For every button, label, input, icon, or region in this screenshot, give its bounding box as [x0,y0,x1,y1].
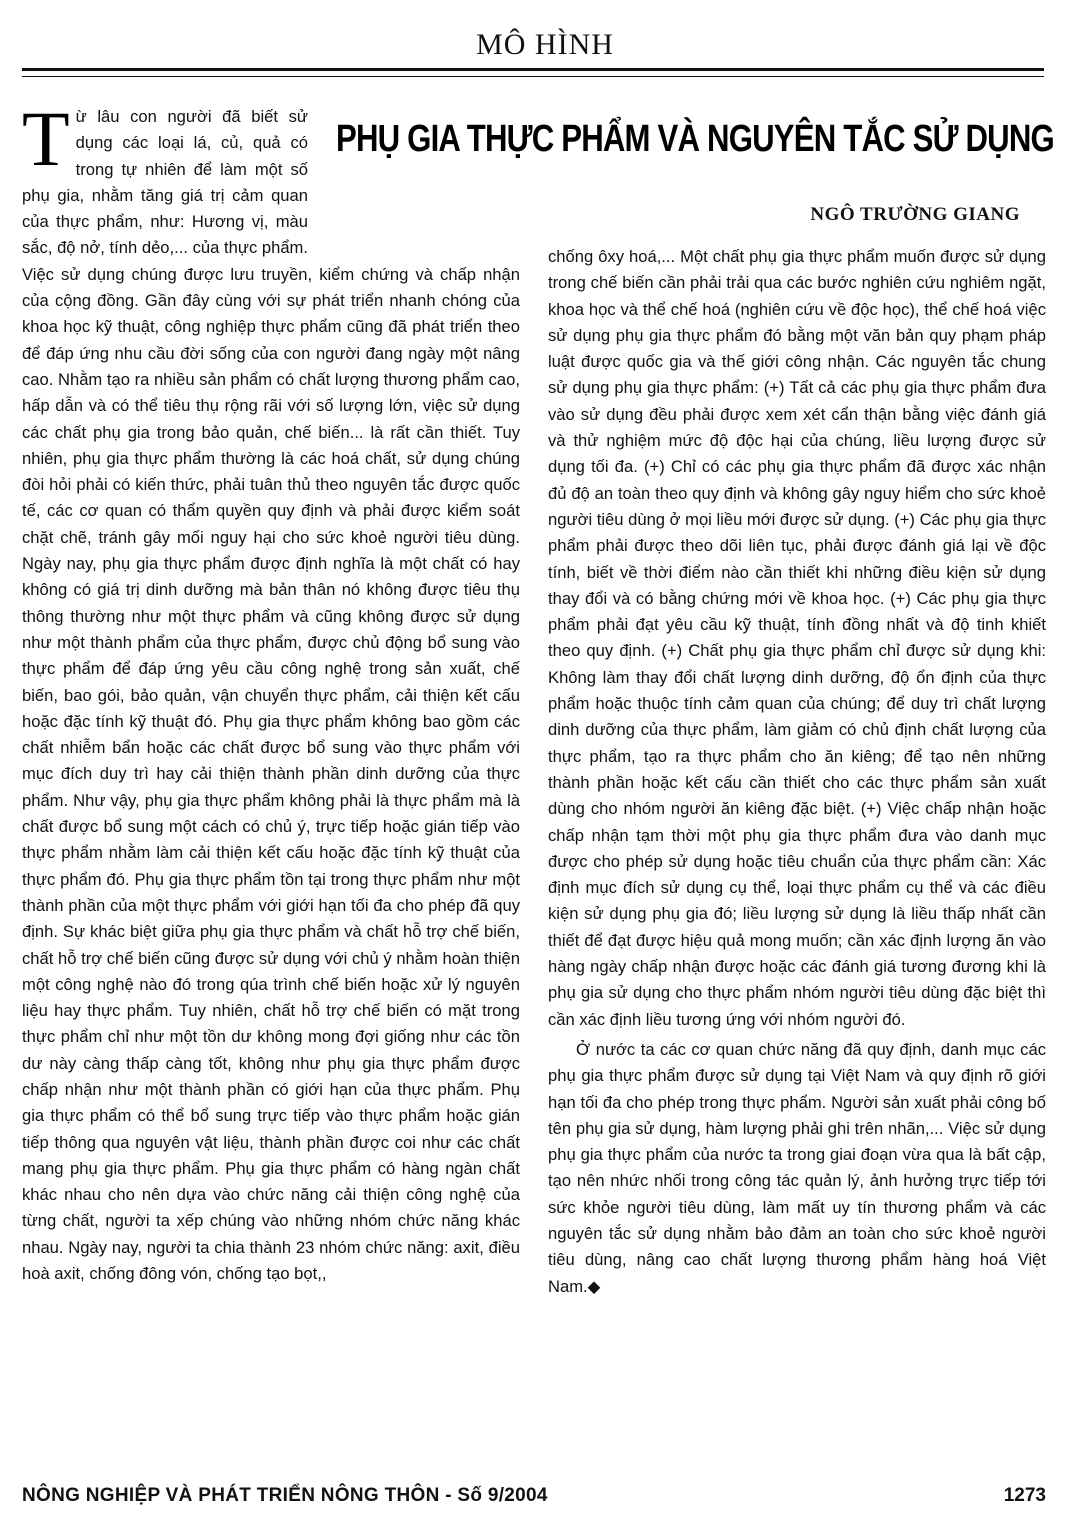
article-title: PHỤ GIA THỰC PHẨM VÀ NGUYÊN TẮC SỬ DỤNG [336,118,1054,160]
left-column-text: ừ lâu con người đã biết sử dụng các loại lá, củ, quả có trong tự nhiên để làm một số phụ gia, nhằm tăng giá trị cảm quan của thực phẩm, như: Hương vị, màu sắc, độ nở, tính dẻo,... của thực phẩm. Việc sử dụng chúng được lưu truyền, kiểm chứng và chấp nhận của cộng đồng. Gần đây cùng với sự phát triển nhanh chóng của khoa học kỹ thuật, công nghiệp thực phẩm cũng đã phát triển theo để đáp ứng nhu cầu đời sống của con người đang ngày một nâng cao. Nhằm tạo ra nhiều sản phẩm có chất lượng thương phẩm cao, hấp dẫn và có thể tiêu thụ rộng rãi với số lượng lớn, việc sử dụng các chất phụ gia trong bảo quản, chế biến... là rất cần thiết. Tuy nhiên, phụ gia thực phẩm thường là các hoá chất, sử dụng chúng đòi hỏi phải có kiến thức, phải tuân thủ theo nguyên tắc được quốc tế, các cơ quan có thẩm quyền quy định và phải được kiểm soát chặt chẽ, tránh gây mối nguy hại cho sức khoẻ người tiêu dùng. Ngày nay, phụ gia thực phẩm được định nghĩa là một chất có hay không có giá trị dinh dưỡng mà bản thân nó không được tiêu thụ thông thường như một thực phẩm và cũng không được sử dụng như một thành phẩm của thực phẩm, được chủ động bổ sung vào thực phẩm để đáp ứng yêu cầu công nghệ trong sản xuất, chế biến, bao gói, bảo quản, vận chuyển thực phẩm, cải thiện kết cấu hoặc đặc tính kỹ thuật đó. Phụ gia thực phẩm không bao gồm các chất nhiễm bẩn hoặc các chất được bổ sung vào thực phẩm với mục đích duy trì hay cải thiện thành phần dinh dưỡng của thực phẩm. Như vậy, phụ gia thực phẩm không phải là thực phẩm mà là chất được bổ sung một cách có chủ ý, trực tiếp hoặc gián tiếp vào thực phẩm nhằm làm cải thiện kết cấu hoặc đặc tính kỹ thuật của thực phẩm đó. Phụ gia thực phẩm tồn tại trong thực phẩm như một thành phần của một thực phẩm với giới hạn tối đa cho phép đã quy định. Sự khác biệt giữa phụ gia thực phẩm và chất hỗ trợ chế biến, chất hỗ trợ chế biến cũng được sử dụng với chủ ý nhằm hoàn thiện một công nghệ nào đó trong qúa trình chế biến hoặc xử lý nguyên liệu hay thực phẩm. Tuy nhiên, chất hỗ trợ chế biến có mặt trong thực phẩm chỉ như một tồn dư không mong đợi giống như các tồn dư này càng thấp càng tốt, không như phụ gia thực phẩm được chấp nhận như một thành phần có giới hạn của thực phẩm. Phụ gia thực phẩm có thể bổ sung trực tiếp vào thực phẩm hoặc gián tiếp thông qua nguyên vật liệu, thành phần được coi như các chất mang phụ gia thực phẩm. Phụ gia thực phẩm có hàng ngàn chất khác nhau cho nên dựa vào chức năng cải thiện công nghệ của từng chất, người ta xếp chúng vào những nhóm chức năng khác nhau. Ngày nay, người ta chia thành 23 nhóm chức năng: axit, điều hoà axit, chống đông vón, chống tạo bọt,, [22,107,520,1284]
header-rule-thick [22,68,1044,71]
right-column-text-2: Ở nước ta các cơ quan chức năng đã quy định, danh mục các phụ gia thực phẩm được sử dụng tại Việt Nam và quy định rõ giới hạn tối đa cho phép trong thực phẩm. Người sản xuất phải công bố tên phụ gia sử dụng, hàm lượng phải ghi trên nhãn,... Việc sử dụng phụ gia thực phẩm của nước ta trong giai đoạn vừa qua là bất cập, tạo nên nhức nhối trong công tác quản lý, ảnh hưởng trực tiếp tới sức khỏe người tiêu dùng, làm mất uy tín thương phẩm và các nguyên tắc sử dụng nhằm bảo đảm an toàn cho sức khoẻ người tiêu dùng, nâng cao chất lượng thương phẩm hàng hoá Việt Nam.◆ [548,1039,1046,1296]
left-column [22,95,520,1287]
journal-name: NÔNG NGHIỆP VÀ PHÁT TRIỂN NÔNG THÔN - Số 9/2004 [22,1485,548,1506]
title-spacer [308,104,520,252]
right-column [548,244,1046,1300]
header-rule-thin [22,76,1044,77]
article-author: NGÔ TRƯỜNG GIANG [810,204,1020,225]
right-column-text-1: chống ôxy hoá,... Một chất phụ gia thực phẩm muốn được sử dụng trong chế biến cần phải trải qua các bước nghiên cứu nghiêm ngặt, khoa học và thể chế hoá (nghiên cứu về độc học), thể chế hoá việc sử dụng phụ gia thực phẩm đó bằng một văn bản quy phạm pháp luật được quốc gia và thế giới công nhận. Các nguyên tắc chung sử dụng phụ gia thực phẩm: (+) Tất cả các phụ gia thực phẩm đưa vào sử dụng đều phải được xem xét cẩn thận bằng việc đánh giá và thử nghiệm mức độ độc hại của chúng, liều lượng được sử dụng tối đa. (+) Chỉ có các phụ gia thực phẩm đã được xác nhận đủ độ an toàn theo quy định và không gây nguy hiểm cho sức khoẻ người tiêu dùng ở mọi liều mới được sử dụng. (+) Các phụ gia thực phẩm phải được theo dõi liên tục, phải được đánh giá lại về độc tính, biết về thời điểm nào cần thiết khi những điều kiện sử dụng thay đổi và có bằng chứng mới về khoa học. (+) Các phụ gia thực phẩm phải đạt yêu cầu kỹ thuật, tính đồng nhất và độ tinh khiết theo quy định. (+) Chất phụ gia thực phẩm chỉ được sử dụng khi: Không làm thay đổi chất lượng dinh dưỡng, độ ổn định của thực phẩm hoặc thuộc tính cảm quan của chúng; để duy trì chất lượng dinh dưỡng của thực phẩm, làm giảm có chủ định chất lượng của thực phẩm, tạo ra thực phẩm cho ăn kiêng; để tạo nên những thành phần hoặc kết cấu cần thiết cho các thực phẩm sản xuất dùng cho nhóm người ăn kiêng đặc biệt. (+) Việc chấp nhận hoặc chấp nhận tạm thời một phụ gia thực phẩm đưa vào danh mục được cho phép sử dụng hoặc tiêu chuẩn của thực phẩm cần: Xác định mục đích sử dụng cụ thể, loại thực phẩm cụ thể và các điều kiện sử dụng phụ gia đó; liều lượng sử dụng là liều thấp nhất cần thiết để đạt được hiệu quả mong muốn; cần xác định lượng ăn vào hàng ngày chấp nhận được hoặc các đánh giá tương đương khi là phụ gia sử dụng cho thực phẩm nhóm người tiêu dùng đặc biệt thì cần xác định liều tương ứng với nhóm người đó. [548,247,1046,1029]
section-header: MÔ HÌNH [476,28,614,61]
page-number: 1273 [1003,1485,1046,1506]
drop-cap: T [22,95,70,182]
